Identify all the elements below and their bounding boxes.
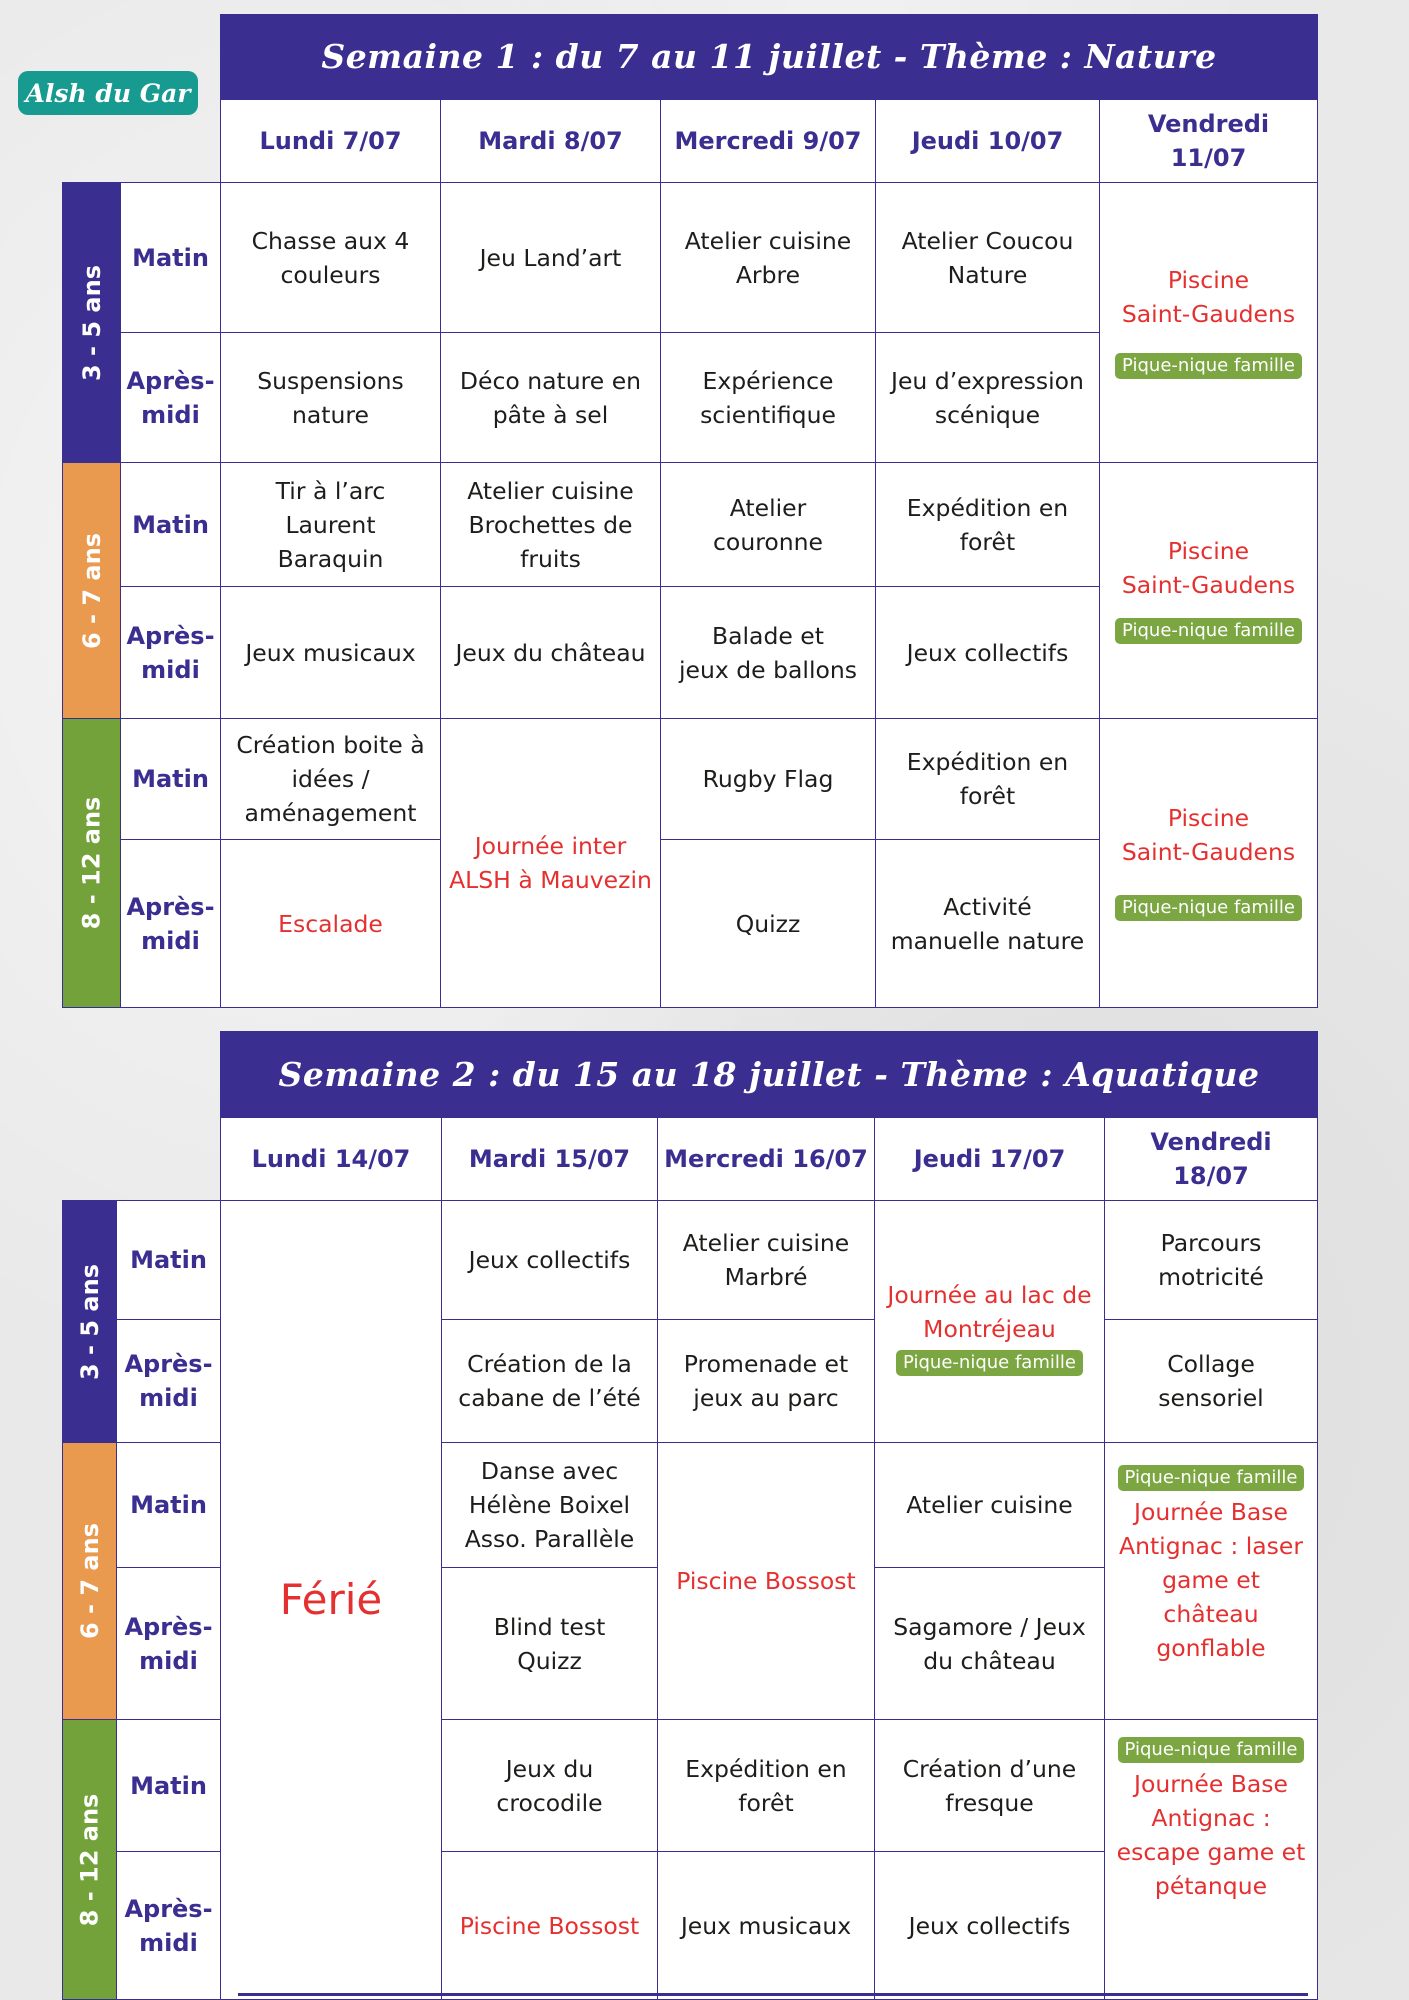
activity-cell: Expérience scientifique (660, 332, 876, 463)
activity-cell: Atelier couronne (660, 462, 876, 587)
activity-cell: Escalade (220, 839, 441, 1008)
activity-cell: Sagamore / Jeux du château (874, 1567, 1105, 1720)
activity-cell: Tir à l’arc Laurent Baraquin (220, 462, 441, 587)
week2-period-matin: Matin (116, 1200, 221, 1320)
week1-day-friday: Vendredi 11/07 (1099, 99, 1318, 183)
activity-cell: Promenade et jeux au parc (657, 1319, 875, 1443)
activity-cell: Piscine Bossost (441, 1851, 658, 2000)
activity-cell: Expédition en forêt (875, 718, 1100, 840)
pique-nique-badge: Pique-nique famille (1115, 353, 1302, 379)
activity-cell: Atelier cuisine Brochettes de fruits (440, 462, 661, 587)
activity-cell: Jeux collectifs (874, 1851, 1105, 2000)
activity-cell: Création de la cabane de l’été (441, 1319, 658, 1443)
week2-title: Semaine 2 : du 15 au 18 juillet - Thème : Aquatique (220, 1031, 1318, 1117)
activity-cell: Déco nature en pâte à sel (440, 332, 661, 463)
activity-cell: Collage sensoriel (1104, 1319, 1318, 1443)
week2-day-wednesday: Mercredi 16/07 (657, 1117, 875, 1201)
week1-title: Semaine 1 : du 7 au 11 juillet - Thème : Nature (220, 14, 1318, 99)
activity-cell-piscine: Piscine Saint-Gaudens Pique-nique famille (1099, 462, 1318, 719)
week2-age-3-5: 3 - 5 ans (62, 1200, 117, 1443)
activity-cell: Chasse aux 4 couleurs (220, 182, 441, 333)
activity-cell: Création boite à idées / aménagement (220, 718, 441, 840)
pique-nique-badge: Pique-nique famille (1115, 895, 1302, 921)
week1-day-tuesday: Mardi 8/07 (440, 99, 661, 183)
activity-cell: Jeu d’expression scénique (875, 332, 1100, 463)
week1-day-wednesday: Mercredi 9/07 (660, 99, 876, 183)
footer-divider (238, 1993, 1308, 1996)
week1-period-matin: Matin (120, 462, 221, 587)
activity-cell: Jeux musicaux (220, 586, 441, 719)
week1-day-monday: Lundi 7/07 (220, 99, 441, 183)
week1-period-apres-midi: Après- midi (120, 332, 221, 463)
activity-cell: Blind test Quizz (441, 1567, 658, 1720)
activity-cell-piscine: Piscine Saint-Gaudens Pique-nique famille (1099, 182, 1318, 463)
week2-age-6-7: 6 - 7 ans (62, 1442, 117, 1720)
week2-day-monday: Lundi 14/07 (220, 1117, 442, 1201)
week1-age-6-7: 6 - 7 ans (62, 462, 121, 719)
week1-period-apres-midi: Après- midi (120, 586, 221, 719)
activity-cell: Atelier cuisine Arbre (660, 182, 876, 333)
week2-period-apres-midi: Après- midi (116, 1319, 221, 1443)
activity-cell: Jeux du château (440, 586, 661, 719)
week2-period-matin: Matin (116, 1719, 221, 1852)
activity-cell-base-escape: Pique-nique famille Journée Base Antignac : escape game et pétanque (1104, 1719, 1318, 2000)
week2-period-apres-midi: Après- midi (116, 1851, 221, 2000)
activity-cell: Suspensions nature (220, 332, 441, 463)
week2-age-8-12: 8 - 12 ans (62, 1719, 117, 2000)
activity-cell: Création d’une fresque (874, 1719, 1105, 1852)
pique-nique-badge: Pique-nique famille (1118, 1737, 1305, 1763)
activity-cell-journee-inter: Journée inter ALSH à Mauvezin (440, 718, 661, 1008)
activity-cell-base-laser: Pique-nique famille Journée Base Antignac : laser game et château gonflable (1104, 1442, 1318, 1720)
week1-age-3-5: 3 - 5 ans (62, 182, 121, 463)
pique-nique-badge: Pique-nique famille (896, 1350, 1083, 1376)
activity-cell: Jeux collectifs (441, 1200, 658, 1320)
week1-day-thursday: Jeudi 10/07 (875, 99, 1100, 183)
activity-cell: Jeu Land’art (440, 182, 661, 333)
pique-nique-badge: Pique-nique famille (1118, 1465, 1305, 1491)
week1-period-matin: Matin (120, 182, 221, 333)
week1-period-apres-midi: Après- midi (120, 839, 221, 1008)
ferie-cell: Férié (220, 1200, 442, 2000)
week2-day-tuesday: Mardi 15/07 (441, 1117, 658, 1201)
week1-age-8-12: 8 - 12 ans (62, 718, 121, 1008)
activity-cell: Balade et jeux de ballons (660, 586, 876, 719)
pique-nique-badge: Pique-nique famille (1115, 618, 1302, 644)
activity-cell: Jeux du crocodile (441, 1719, 658, 1852)
activity-cell: Jeux collectifs (875, 586, 1100, 719)
activity-cell-piscine: Piscine Saint-Gaudens Pique-nique famille (1099, 718, 1318, 1008)
week2-day-friday: Vendredi 18/07 (1104, 1117, 1318, 1201)
alsh-badge: Alsh du Gar (18, 71, 198, 115)
activity-cell: Danse avec Hélène Boixel Asso. Parallèle (441, 1442, 658, 1568)
activity-cell: Quizz (660, 839, 876, 1008)
activity-cell: Jeux musicaux (657, 1851, 875, 2000)
activity-cell: Atelier cuisine Marbré (657, 1200, 875, 1320)
activity-cell: Atelier Coucou Nature (875, 182, 1100, 333)
activity-cell: Atelier cuisine (874, 1442, 1105, 1568)
week2-period-matin: Matin (116, 1442, 221, 1568)
activity-cell: Activité manuelle nature (875, 839, 1100, 1008)
activity-cell-piscine-bossost: Piscine Bossost (657, 1442, 875, 1720)
activity-cell-lac: Journée au lac de Montréjeau Pique-nique famille (874, 1200, 1105, 1443)
activity-cell: Expédition en forêt (875, 462, 1100, 587)
activity-cell: Rugby Flag (660, 718, 876, 840)
week2-day-thursday: Jeudi 17/07 (874, 1117, 1105, 1201)
week2-period-apres-midi: Après- midi (116, 1567, 221, 1720)
activity-cell: Parcours motricité (1104, 1200, 1318, 1320)
activity-cell: Expédition en forêt (657, 1719, 875, 1852)
week1-period-matin: Matin (120, 718, 221, 840)
